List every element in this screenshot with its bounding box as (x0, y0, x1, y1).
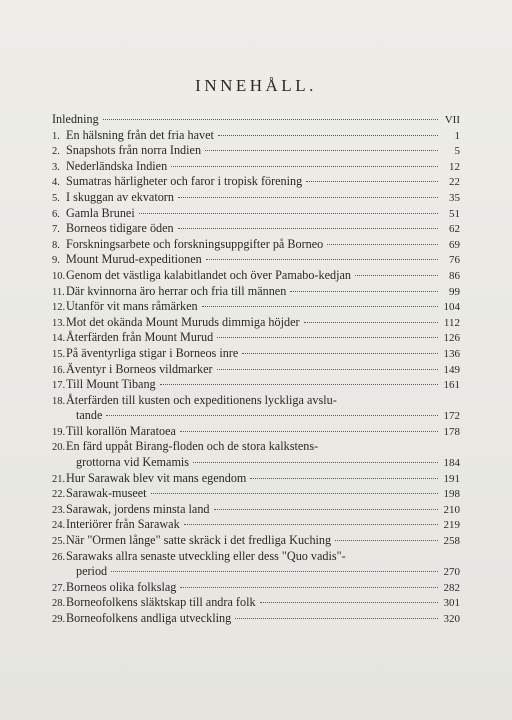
toc-entry-number: 28. (52, 598, 66, 610)
dot-leader (250, 478, 438, 479)
dot-leader (202, 306, 438, 307)
toc-entry (52, 408, 460, 424)
toc-entry (52, 486, 460, 502)
toc-entry-number: 8. (52, 239, 60, 251)
toc-entry-number: 2. (52, 146, 60, 158)
toc-entry-page-number: 178 (443, 425, 460, 438)
toc-entry-number: 29. (52, 614, 66, 625)
toc-entry-page-number: 69 (449, 238, 460, 251)
toc-entry (52, 284, 460, 300)
toc-entry-page-number: 86 (449, 269, 460, 282)
toc-entry (52, 439, 460, 455)
toc-entry-page-number: 51 (449, 207, 460, 220)
toc-entry (52, 471, 460, 487)
toc-entry (52, 206, 460, 222)
toc-entry-number: 10. (52, 270, 66, 282)
toc-entry-number: 27. (52, 582, 66, 594)
toc-entry (52, 128, 460, 144)
toc-entry-page-number: VII (444, 114, 460, 126)
dot-leader (178, 197, 438, 198)
toc-entry-title: Forskningsarbete och forskningsuppgifter på Borneo (66, 236, 324, 251)
toc-entry-title: Mount Murud-expeditionen (66, 252, 202, 267)
toc-entry-page-number: 99 (449, 285, 460, 298)
toc-entry-page-number: 198 (443, 488, 460, 501)
dot-leader (217, 369, 438, 370)
toc-entry (52, 159, 460, 175)
toc-entry-title: En hälsning från det fria havet (66, 127, 214, 142)
toc-entry-page-number: 161 (443, 379, 460, 392)
toc-entry-title: Återfärden från Mount Murud (66, 330, 214, 345)
toc-entry (52, 533, 460, 549)
toc-entry-title: Utanför vit mans råmärken (66, 299, 198, 314)
toc-entry (52, 393, 460, 409)
toc-entry-page-number: 35 (449, 191, 460, 204)
toc-entry-title: grottorna vid Kemamis (76, 455, 190, 470)
dot-leader (193, 462, 438, 463)
toc-entry-page-number: 1 (454, 129, 460, 142)
toc-entry-page-number: 5 (454, 145, 460, 158)
toc-entry (52, 299, 460, 315)
toc-entry (52, 517, 460, 533)
toc-entry-title: Äventyr i Borneos vildmarker (66, 361, 213, 376)
toc-entry-title: På äventyrliga stigar i Borneos inre (66, 345, 239, 360)
toc-entry (52, 502, 460, 518)
dot-leader (206, 259, 438, 260)
toc-entry-page-number: 104 (443, 301, 460, 314)
toc-entry-title: Nederländska Indien (66, 158, 168, 173)
toc-entry-number: 25. (52, 536, 66, 548)
dot-leader (304, 322, 438, 323)
toc-entry-title: Hur Sarawak blev vit mans egendom (66, 470, 247, 485)
toc-entry (52, 330, 460, 346)
toc-entry-title: En färd uppåt Birang-floden och de stora kalkstens- (66, 439, 319, 454)
toc-entry-title: Mot det okända Mount Muruds dimmiga höjder (66, 314, 300, 329)
dot-leader (184, 524, 438, 525)
dot-leader (235, 618, 438, 619)
toc-entry-title: Gamla Brunei (66, 205, 135, 220)
dot-leader (327, 244, 438, 245)
page-title: INNEHÅLL. (195, 76, 317, 95)
toc-entry (52, 315, 460, 331)
toc-entry-number: 1. (52, 130, 60, 142)
toc-entry-page-number: 112 (443, 316, 460, 329)
toc-entry-page-number: 191 (443, 472, 460, 485)
toc-entry-number: 22. (52, 489, 66, 501)
dot-leader (103, 119, 438, 120)
dot-leader (335, 540, 438, 541)
toc-entry-title: Interiörer från Sarawak (66, 517, 180, 532)
toc-entry-number: 12. (52, 302, 66, 314)
dot-leader (242, 353, 438, 354)
toc-entry-number: 21. (52, 473, 66, 485)
toc-entry-title: När "Ormen långe" satte skräck i det fredliga Kuching (66, 533, 332, 548)
toc-entry-title: Borneos tidigare öden (66, 221, 174, 236)
toc-entry-page-number: 136 (443, 347, 460, 360)
toc-entry-page-number: 22 (449, 176, 460, 189)
toc-entry-number: 14. (52, 333, 66, 345)
toc-entry-title: Inledning (52, 112, 99, 126)
toc-entry (52, 377, 460, 393)
toc-entry-title: Borneos olika folkslag (66, 579, 177, 594)
toc-entry-title: Genom det västliga kalabitlandet och över Pamabo-kedjan (66, 267, 351, 282)
toc-entry-title: Sarawak, jordens minsta land (66, 501, 210, 516)
toc-entry-title: Till korallön Maratoea (66, 423, 176, 438)
dot-leader (205, 150, 438, 151)
dot-leader (178, 228, 438, 229)
toc-entry (52, 549, 460, 565)
toc-entry-number: 7. (52, 224, 60, 236)
toc-entry-title: Sarawak-museet (66, 486, 147, 501)
toc-entry-number: 19. (52, 426, 66, 438)
toc-entry (52, 611, 460, 627)
toc-entry-title: tande (76, 408, 103, 423)
toc-entry-title: Sumatras härligheter och faror i tropisk förening (66, 174, 303, 189)
dot-leader (139, 213, 438, 214)
toc-entry (52, 237, 460, 253)
toc-entry-page-number: 62 (449, 223, 460, 236)
toc-entry-number: 4. (52, 177, 60, 189)
dot-leader (214, 509, 438, 510)
toc-entry-number: 3. (52, 161, 60, 173)
dot-leader (106, 415, 438, 416)
toc-entry (52, 346, 460, 362)
toc-entry-number: 20. (52, 442, 66, 454)
dot-leader (217, 337, 438, 338)
toc-entry-title: Återfärden till kusten och expeditionens lyckliga avslu- (66, 392, 337, 407)
toc-entry-number: 23. (52, 504, 66, 516)
toc-entry-number: 6. (52, 208, 60, 220)
toc-entry (52, 174, 460, 190)
toc-entry (52, 190, 460, 206)
toc-entry-page-number: 172 (443, 410, 460, 423)
toc-entry (52, 564, 460, 580)
toc-entry-number: 26. (52, 551, 66, 563)
toc-entry-page-number: 301 (443, 597, 460, 610)
dot-leader (151, 493, 438, 494)
toc-entry-title: Till Mount Tibang (66, 377, 156, 392)
toc-entry-page-number: 210 (443, 503, 460, 516)
toc-entry-page-number: 282 (443, 581, 460, 594)
toc-entry-number: 9. (52, 255, 60, 267)
toc-entry (52, 221, 460, 237)
toc-entry (52, 424, 460, 440)
dot-leader (355, 275, 438, 276)
dot-leader (218, 135, 438, 136)
toc-entry-page-number: 149 (443, 363, 460, 376)
toc-entry-title: Sarawaks allra senaste utveckling eller dess "Quo vadis"- (66, 548, 346, 563)
toc-entry-number: 17. (52, 380, 66, 392)
toc-entry-title: Borneofolkens släktskap till andra folk (66, 595, 256, 610)
toc-entry (52, 252, 460, 268)
dot-leader (160, 384, 438, 385)
table-of-contents (52, 112, 460, 627)
toc-entry (52, 580, 460, 596)
toc-entry (52, 143, 460, 159)
dot-leader (171, 166, 438, 167)
dot-leader (260, 602, 438, 603)
dot-leader (306, 181, 438, 182)
dot-leader (111, 571, 438, 572)
toc-entry-page-number: 76 (449, 254, 460, 267)
toc-entry-number: 15. (52, 348, 66, 360)
toc-entry-title: I skuggan av ekvatorn (66, 189, 174, 204)
toc-entry-number: 5. (52, 192, 60, 204)
toc-entry-title: Borneofolkens andliga utveckling (66, 611, 232, 625)
toc-entry-number: 13. (52, 317, 66, 329)
toc-entry (52, 112, 460, 128)
toc-entry-number: 18. (52, 395, 66, 407)
toc-entry-page-number: 270 (443, 566, 460, 579)
toc-entry-number: 11. (52, 286, 65, 298)
toc-entry-page-number: 184 (443, 457, 460, 470)
dot-leader (290, 291, 438, 292)
toc-entry-page-number: 219 (443, 519, 460, 532)
toc-entry-page-number: 126 (443, 332, 460, 345)
toc-entry-title: period (76, 564, 108, 579)
dot-leader (180, 587, 438, 588)
toc-entry-title: Snapshots från norra Indien (66, 143, 202, 158)
toc-entry (52, 595, 460, 611)
toc-entry (52, 268, 460, 284)
toc-entry-number: 16. (52, 364, 66, 376)
toc-entry (52, 362, 460, 378)
toc-entry (52, 455, 460, 471)
toc-entry-page-number: 12 (449, 160, 460, 173)
toc-entry-title: Där kvinnorna äro herrar och fria till männen (66, 283, 287, 298)
toc-entry-number: 24. (52, 520, 66, 532)
toc-entry-page-number: 258 (443, 535, 460, 548)
dot-leader (180, 431, 438, 432)
toc-entry-page-number: 320 (443, 613, 460, 625)
